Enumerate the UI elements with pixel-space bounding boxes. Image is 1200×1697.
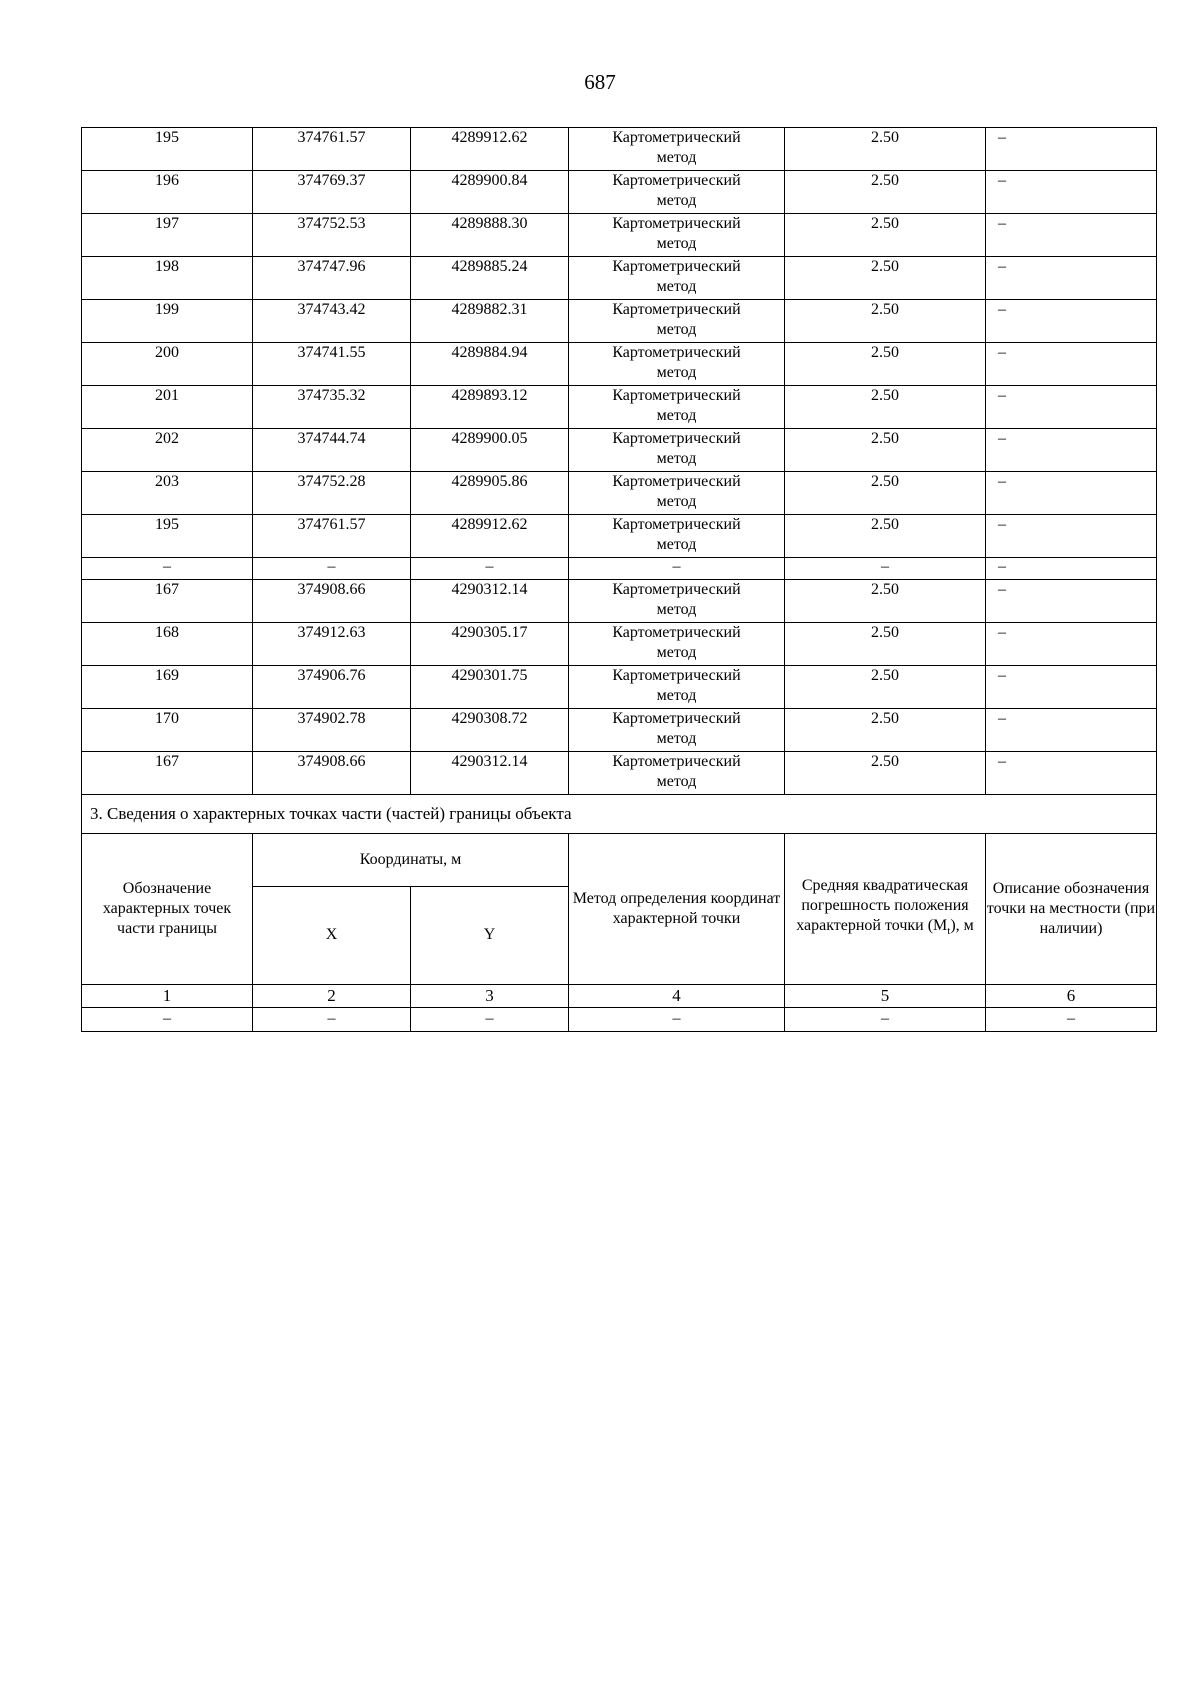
x-coordinate-cell: 374908.66	[253, 752, 411, 795]
method-cell	[569, 300, 785, 343]
method-cell	[569, 214, 785, 257]
x-coordinate-cell: 374906.76	[253, 666, 411, 709]
table-row	[82, 472, 1157, 515]
description-cell: –	[986, 580, 1157, 623]
method-line: Картометрический	[612, 301, 741, 318]
table-row	[82, 300, 1157, 343]
method-cell	[569, 623, 785, 666]
method-line: метод	[656, 730, 697, 747]
column-number: 2	[253, 985, 411, 1008]
description-cell: –	[986, 666, 1157, 709]
method-cell	[569, 580, 785, 623]
empty-cell: –	[986, 1008, 1157, 1032]
y-coordinate-cell: 4289912.62	[411, 515, 569, 558]
point-cell: 170	[82, 709, 253, 752]
header-y: Y	[411, 886, 569, 984]
section-3-title-row	[82, 795, 1157, 834]
separator-cell: –	[82, 558, 253, 580]
method-line: метод	[656, 149, 697, 166]
separator-cell: –	[986, 558, 1157, 580]
point-cell: 201	[82, 386, 253, 429]
x-coordinate-cell: 374735.32	[253, 386, 411, 429]
table-row	[82, 623, 1157, 666]
error-cell: 2.50	[785, 429, 986, 472]
error-cell: 2.50	[785, 709, 986, 752]
method-line: метод	[656, 644, 697, 661]
separator-cell: –	[411, 558, 569, 580]
header-coordinates: Координаты, м	[253, 834, 569, 887]
y-coordinate-cell: 4289885.24	[411, 257, 569, 300]
method-cell	[569, 257, 785, 300]
header-designation: Обозначение характерных точек части границы	[82, 834, 253, 985]
method-line: Картометрический	[612, 581, 741, 598]
point-cell: 167	[82, 752, 253, 795]
description-cell: –	[986, 128, 1157, 171]
table-row	[82, 386, 1157, 429]
description-cell: –	[986, 752, 1157, 795]
y-coordinate-cell: 4289905.86	[411, 472, 569, 515]
y-coordinate-cell: 4290308.72	[411, 709, 569, 752]
method-cell	[569, 128, 785, 171]
method-cell	[569, 343, 785, 386]
error-cell: 2.50	[785, 386, 986, 429]
table-row	[82, 128, 1157, 171]
page-number: 687	[584, 70, 616, 94]
point-cell: 197	[82, 214, 253, 257]
table-row	[82, 343, 1157, 386]
error-cell: 2.50	[785, 214, 986, 257]
table-row	[82, 752, 1157, 795]
table-row	[82, 429, 1157, 472]
x-coordinate-cell: 374902.78	[253, 709, 411, 752]
header-method: Метод определения координат характерной точки	[569, 834, 785, 985]
description-cell: –	[986, 300, 1157, 343]
x-coordinate-cell: 374752.28	[253, 472, 411, 515]
point-cell: 195	[82, 515, 253, 558]
header-x: X	[253, 886, 411, 984]
method-line: метод	[656, 235, 697, 252]
description-cell: –	[986, 171, 1157, 214]
error-cell: 2.50	[785, 300, 986, 343]
method-line: метод	[656, 601, 697, 618]
point-cell: 168	[82, 623, 253, 666]
method-line: Картометрический	[612, 753, 741, 770]
method-line: Картометрический	[612, 258, 741, 275]
error-cell: 2.50	[785, 128, 986, 171]
method-line: Картометрический	[612, 430, 741, 447]
y-coordinate-cell: 4290305.17	[411, 623, 569, 666]
point-cell: 167	[82, 580, 253, 623]
y-coordinate-cell: 4289882.31	[411, 300, 569, 343]
point-cell: 199	[82, 300, 253, 343]
method-line: Картометрический	[612, 710, 741, 727]
header-error-subscript: t	[947, 925, 951, 938]
y-coordinate-cell: 4290312.14	[411, 752, 569, 795]
error-cell: 2.50	[785, 472, 986, 515]
method-line: Картометрический	[612, 624, 741, 641]
error-cell: 2.50	[785, 171, 986, 214]
description-cell: –	[986, 343, 1157, 386]
column-number: 4	[569, 985, 785, 1008]
y-coordinate-cell: 4289900.05	[411, 429, 569, 472]
method-line: Картометрический	[612, 387, 741, 404]
x-coordinate-cell: 374908.66	[253, 580, 411, 623]
x-coordinate-cell: 374752.53	[253, 214, 411, 257]
header-error	[785, 834, 986, 985]
section-3-header-row	[82, 834, 1157, 887]
method-cell	[569, 429, 785, 472]
method-cell	[569, 752, 785, 795]
y-coordinate-cell: 4289884.94	[411, 343, 569, 386]
method-cell	[569, 386, 785, 429]
coordinates-table	[81, 127, 1157, 1032]
x-coordinate-cell: 374744.74	[253, 429, 411, 472]
x-coordinate-cell: 374912.63	[253, 623, 411, 666]
error-cell: 2.50	[785, 343, 986, 386]
method-cell	[569, 515, 785, 558]
separator-cell: –	[569, 558, 785, 580]
x-coordinate-cell: 374747.96	[253, 257, 411, 300]
table-row	[82, 515, 1157, 558]
description-cell: –	[986, 214, 1157, 257]
y-coordinate-cell: 4289893.12	[411, 386, 569, 429]
table-row	[82, 666, 1157, 709]
separator-cell: –	[253, 558, 411, 580]
x-coordinate-cell: 374741.55	[253, 343, 411, 386]
method-line: метод	[656, 321, 697, 338]
error-cell: 2.50	[785, 623, 986, 666]
empty-cell: –	[82, 1008, 253, 1032]
table-row	[82, 171, 1157, 214]
description-cell: –	[986, 472, 1157, 515]
y-coordinate-cell: 4290312.14	[411, 580, 569, 623]
error-cell: 2.50	[785, 257, 986, 300]
method-line: Картометрический	[612, 172, 741, 189]
table-row	[82, 709, 1157, 752]
header-error-text: Средняя квадратическая погрешность положения характерной точки (M	[796, 877, 969, 935]
table-row	[82, 214, 1157, 257]
column-number: 3	[411, 985, 569, 1008]
method-line: метод	[656, 278, 697, 295]
description-cell: –	[986, 515, 1157, 558]
method-line: метод	[656, 450, 697, 467]
description-cell: –	[986, 386, 1157, 429]
y-coordinate-cell: 4289888.30	[411, 214, 569, 257]
error-cell: 2.50	[785, 666, 986, 709]
point-cell: 198	[82, 257, 253, 300]
point-cell: 200	[82, 343, 253, 386]
method-line: метод	[656, 773, 697, 790]
method-cell	[569, 171, 785, 214]
method-line: метод	[656, 687, 697, 704]
error-cell: 2.50	[785, 752, 986, 795]
header-error-unit: ), м	[950, 917, 974, 935]
method-line: Картометрический	[612, 667, 741, 684]
empty-data-row	[82, 1008, 1157, 1032]
column-number: 1	[82, 985, 253, 1008]
x-coordinate-cell: 374761.57	[253, 128, 411, 171]
column-number-row	[82, 985, 1157, 1008]
table-row	[82, 580, 1157, 623]
header-description: Описание обозначения точки на местности (при наличии)	[986, 834, 1157, 985]
method-cell	[569, 472, 785, 515]
point-cell: 202	[82, 429, 253, 472]
table-row	[82, 257, 1157, 300]
point-cell: 169	[82, 666, 253, 709]
x-coordinate-cell: 374761.57	[253, 515, 411, 558]
description-cell: –	[986, 429, 1157, 472]
method-line: метод	[656, 192, 697, 209]
method-cell	[569, 709, 785, 752]
empty-cell: –	[569, 1008, 785, 1032]
method-line: Картометрический	[612, 344, 741, 361]
empty-cell: –	[253, 1008, 411, 1032]
method-line: Картометрический	[612, 516, 741, 533]
section-3-title: 3. Сведения о характерных точках части (частей) границы объекта	[82, 795, 1157, 834]
empty-cell: –	[411, 1008, 569, 1032]
description-cell: –	[986, 257, 1157, 300]
method-line: Картометрический	[612, 129, 741, 146]
description-cell: –	[986, 623, 1157, 666]
method-line: метод	[656, 493, 697, 510]
column-number: 6	[986, 985, 1157, 1008]
separator-cell: –	[785, 558, 986, 580]
empty-cell: –	[785, 1008, 986, 1032]
point-cell: 203	[82, 472, 253, 515]
y-coordinate-cell: 4290301.75	[411, 666, 569, 709]
method-line: метод	[656, 407, 697, 424]
error-cell: 2.50	[785, 580, 986, 623]
column-number: 5	[785, 985, 986, 1008]
point-cell: 195	[82, 128, 253, 171]
y-coordinate-cell: 4289900.84	[411, 171, 569, 214]
method-line: метод	[656, 364, 697, 381]
x-coordinate-cell: 374769.37	[253, 171, 411, 214]
y-coordinate-cell: 4289912.62	[411, 128, 569, 171]
method-line: Картометрический	[612, 473, 741, 490]
method-line: метод	[656, 536, 697, 553]
description-cell: –	[986, 709, 1157, 752]
method-line: Картометрический	[612, 215, 741, 232]
error-cell: 2.50	[785, 515, 986, 558]
point-cell: 196	[82, 171, 253, 214]
separator-row	[82, 558, 1157, 580]
x-coordinate-cell: 374743.42	[253, 300, 411, 343]
method-cell	[569, 666, 785, 709]
